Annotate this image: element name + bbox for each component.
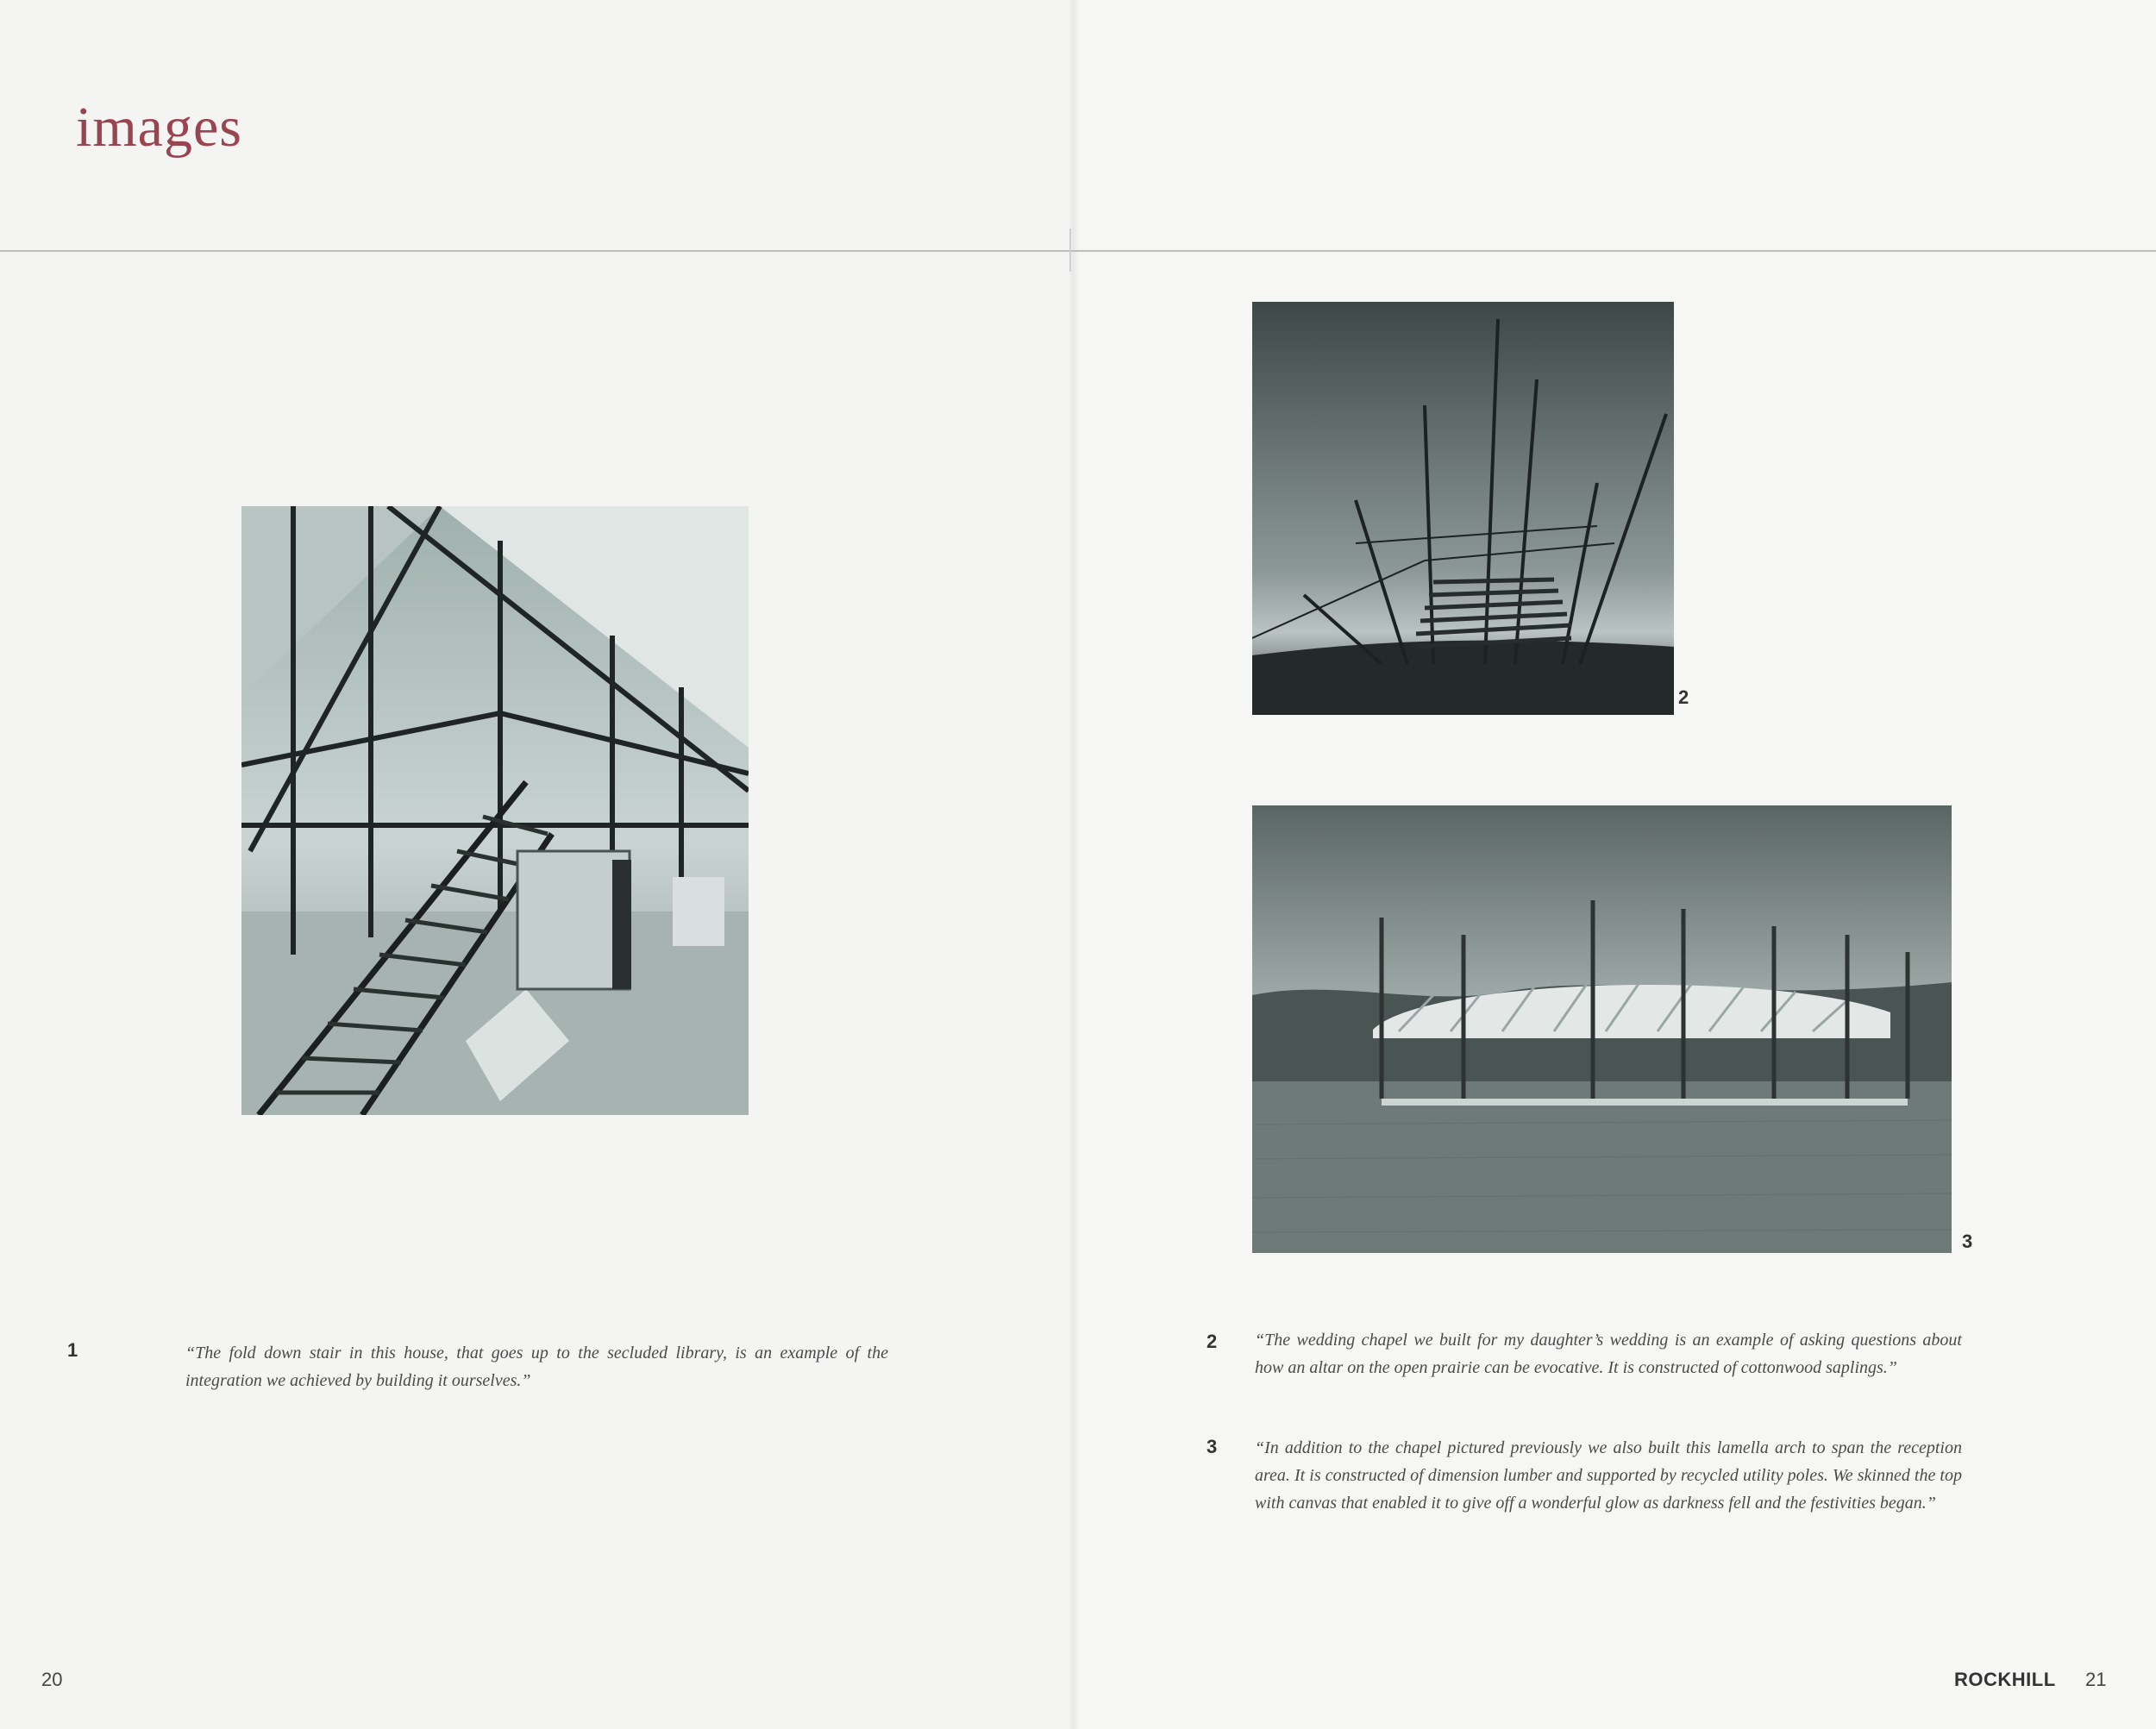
page-number-right: 21 — [2085, 1669, 2107, 1690]
arch-photo-graphic — [1252, 805, 1952, 1253]
figure-number-2: 2 — [1678, 686, 1689, 708]
caption-number-1: 1 — [67, 1339, 78, 1361]
photo-wedding-chapel — [1252, 302, 1674, 715]
stair-photo-graphic — [241, 506, 749, 1115]
header-rule — [0, 250, 2156, 252]
photo-lamella-arch — [1252, 805, 1952, 1253]
section-title: images — [76, 96, 242, 159]
publication-brand: ROCKHILL — [1954, 1669, 2056, 1690]
photo-fold-down-stair — [241, 506, 749, 1115]
caption-3-text: “In addition to the chapel pictured previously we also built this lamella arch to span the reception area. It is constructed of dimension lumber and supported by recycled utility poles. We skinned the top with canvas that enabled it to give off a wonderful glow as darkness fell and the festivities began.” — [1255, 1438, 1962, 1513]
caption-2-text: “The wedding chapel we built for my daughter’s wedding is an example of asking questions about how an altar on the open prairie can be evocative. It is constructed of cottonwood saplings.” — [1255, 1331, 1962, 1377]
page-number-left: 20 — [41, 1669, 63, 1690]
caption-number-3: 3 — [1206, 1436, 1218, 1457]
caption-1-text: “The fold down stair in this house, that goes up to the secluded library, is an example of the integration we achieved by building it ourselves.” — [185, 1344, 888, 1390]
figure-number-3: 3 — [1962, 1231, 1973, 1252]
chapel-photo-graphic — [1252, 302, 1674, 715]
caption-number-2: 2 — [1206, 1331, 1218, 1352]
rule-center-mark — [1069, 229, 1071, 272]
